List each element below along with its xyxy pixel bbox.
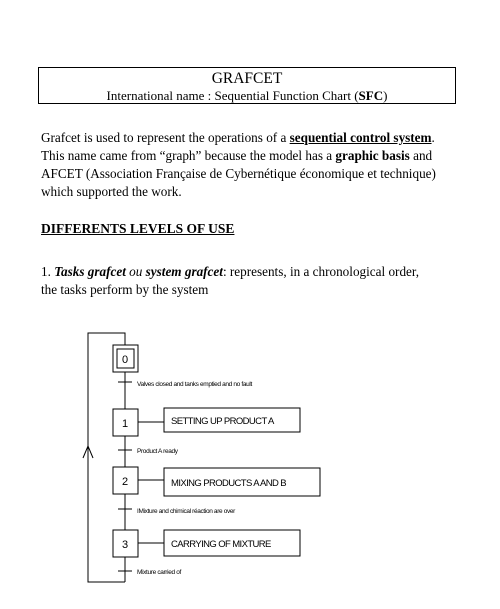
transition-3-label: Mixture carried of xyxy=(137,569,181,576)
step-1-number: 1 xyxy=(121,418,129,430)
intro-and: and xyxy=(409,148,433,163)
step-2-action: MIXING PRODUCTS A AND B xyxy=(171,478,287,489)
transition-1-label: Product A ready xyxy=(137,448,178,455)
item-1-rest: : represents, in a chronological order, xyxy=(222,264,420,279)
graphic-basis-term: graphic basis xyxy=(335,148,410,163)
section-heading: DIFFERENTS LEVELS OF USE xyxy=(41,221,235,236)
transition-0-label: Valves closed and tanks emptied and no fault xyxy=(137,381,252,388)
transition-2-label: IMixture and chimical réaction are over xyxy=(137,508,235,515)
item-1-ou: ou xyxy=(125,264,146,279)
tasks-grafcet-term: Tasks grafcet xyxy=(54,264,126,279)
subtitle-text: International name : Sequential Function Chart ( xyxy=(106,88,359,103)
subtitle-acronym: SFC xyxy=(358,88,384,103)
system-grafcet-term: system grafcet xyxy=(145,264,223,279)
intro-line-4: which supported the work. xyxy=(41,184,182,199)
item-1-line-2: the tasks perform by the system xyxy=(41,282,209,297)
sequential-control-system-term: sequential control system xyxy=(289,130,432,145)
intro-text: Grafcet is used to represent the operations of a xyxy=(41,130,290,145)
step-2-number: 2 xyxy=(121,476,129,488)
intro-text-2: This name came from “graph” because the model has a xyxy=(41,148,336,163)
intro-line-3: AFCET (Association Française de Cybernétique économique et technique) xyxy=(41,166,436,181)
item-1-number: 1. xyxy=(41,264,55,279)
subtitle-suffix: ) xyxy=(383,88,388,103)
intro-period: . xyxy=(431,130,435,145)
step-1-action: SETTING UP PRODUCT A xyxy=(171,416,274,427)
step-3-number: 3 xyxy=(121,539,129,551)
step-3-action: CARRYING OF MIXTURE xyxy=(171,539,271,550)
loop-back-line xyxy=(88,333,125,582)
step-0-number: 0 xyxy=(121,354,129,366)
document-title: GRAFCET xyxy=(211,70,283,87)
